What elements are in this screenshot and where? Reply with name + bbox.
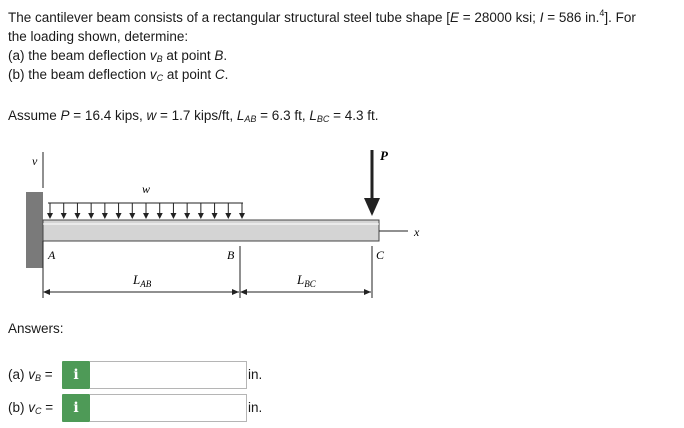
problem-line-2: the loading shown, determine: [8,29,189,44]
w-label: w [142,182,151,196]
load-arrow-head [184,213,190,219]
part-b-var: v [149,67,157,82]
assume-lbc-value: = 4.3 ft. [329,108,379,123]
answer-a-unit: in. [248,367,263,382]
point-b-label: B [227,248,235,262]
answer-a-prefix: (a) [8,367,29,382]
load-arrow-head [129,213,135,219]
load-arrow-head [47,213,53,219]
assume-w-value: = 1.7 kips/ft, [156,108,237,123]
distributed-load-arrows [47,203,245,219]
load-arrow-head [239,213,245,219]
part-a-text-2: at point [162,48,215,63]
part-a-text: (a) the beam deflection [8,48,150,63]
answer-b-var: v [28,400,35,415]
fixed-wall [26,192,43,268]
assume-lab-symbol: L [236,108,245,123]
lab-label-sub: AB [140,279,152,289]
load-arrow-head [102,213,108,219]
answer-b-input[interactable] [90,394,247,422]
answer-a-input[interactable] [90,361,247,389]
load-arrow-head [143,213,149,219]
lbc-label [296,272,317,289]
assume-lbc-symbol: L [309,108,317,123]
load-arrow-head [61,213,67,219]
v-axis-label: v [32,154,38,168]
x-axis-label: x [414,225,420,239]
lbc-label-l: L [297,272,305,287]
part-a-sub: B [156,54,163,64]
load-arrow-head [116,213,122,219]
point-a-label: A [48,248,56,262]
inertia-value: = 586 in. [543,10,600,25]
assume-w-symbol: w [146,108,157,123]
lbc-label-sub: BC [304,279,316,289]
part-a-point: B [214,48,224,63]
load-arrow-head [157,213,163,219]
assumptions [8,106,379,125]
answer-a-eq: = [41,367,53,382]
beam [43,220,379,241]
assume-lab-value: = 6.3 ft, [256,108,310,123]
part-a-end: . [223,48,228,63]
point-load-arrowhead [364,198,380,216]
part-b-text-2: at point [163,67,215,82]
load-arrow-head [74,213,80,219]
answer-a-sub: B [35,373,42,383]
info-icon[interactable]: i [62,394,90,422]
answer-a-label [8,367,53,382]
load-arrow-head [170,213,176,219]
assume-lbc-sub: BC [316,114,330,124]
assume-p-symbol: P [60,108,70,123]
load-arrow-head [212,213,218,219]
answer-b-unit: in. [248,400,263,415]
problem-part-a [8,46,227,65]
answer-b-label [8,400,53,415]
problem-text-end: ]. For [604,10,636,25]
answer-a-var: v [28,367,35,382]
part-b-point: C [214,67,225,82]
assume-p-value: = 16.4 kips, [69,108,147,123]
answers-heading: Answers: [8,321,64,336]
answer-b-sub: C [35,406,42,416]
modulus-value: = 28000 ksi; [459,10,540,25]
beam-diagram [0,140,460,305]
answer-b-eq: = [41,400,54,415]
load-arrow-head [225,213,231,219]
problem-line-1 [8,8,636,27]
load-arrow-head [198,213,204,219]
lab-label [132,272,152,289]
part-b-end: . [224,67,229,82]
info-icon[interactable]: i [62,361,90,389]
lab-label-l: L [133,272,141,287]
answer-b-prefix: (b) [8,400,29,415]
assume-text: Assume [8,108,61,123]
problem-text: The cantilever beam consists of a rectangular structural steel tube shape [ [8,10,450,25]
modulus-symbol: E [449,10,459,25]
load-arrow-head [88,213,94,219]
point-c-label: C [376,248,385,262]
p-label: P [380,148,388,163]
inertia-exponent: 4 [599,8,605,18]
part-a-var: v [149,48,157,63]
assume-lab-sub: AB [244,114,257,124]
problem-part-b [8,65,228,84]
part-b-sub: C [156,73,164,83]
part-b-text: (b) the beam deflection [8,67,150,82]
inertia-symbol: I [539,10,544,25]
